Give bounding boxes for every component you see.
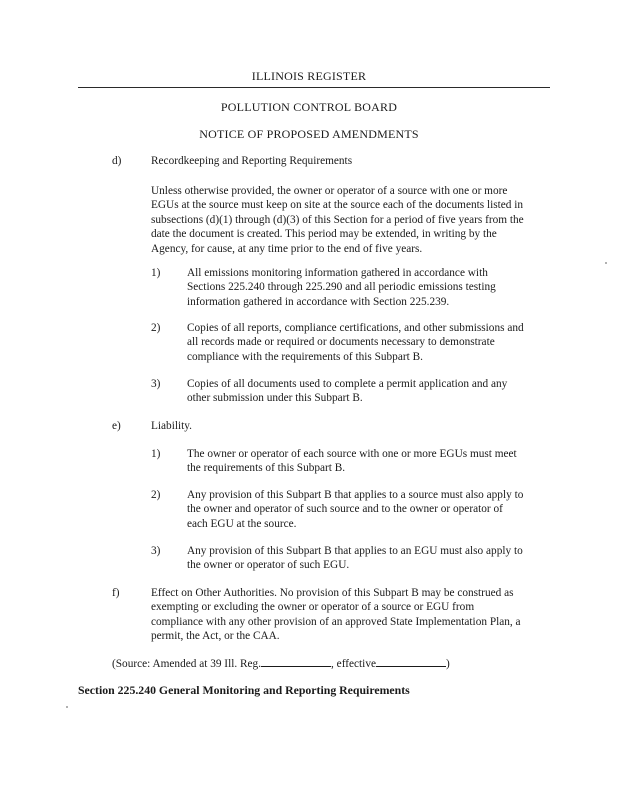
register-blank [261, 656, 331, 667]
source-note-suffix: ) [445, 658, 450, 670]
item-line: All emissions monitoring information gathered in accordance with [187, 267, 488, 279]
section-f-text [151, 586, 521, 644]
intro-line: date the document is created. This period may be extended, in writing by the [151, 228, 497, 241]
section-d-title: Recordkeeping and Reporting Requirements [151, 155, 353, 167]
section-d-label: d) [112, 155, 122, 167]
item-line: The owner or operator of each source with one or more EGUs must meet [187, 448, 517, 460]
intro-line: EGUs at the source must keep on site at the source each of the documents listed in [151, 199, 524, 212]
section-d-intro [151, 184, 524, 256]
item-d1-text [187, 266, 496, 309]
item-e2-text [187, 488, 523, 531]
source-note-middle: , effective [331, 658, 376, 670]
section-f-line: exempting or excluding the owner or operator of a source or EGU from [151, 601, 475, 614]
item-d2-label: 2) [151, 322, 161, 334]
item-line: each EGU at the source. [187, 517, 297, 530]
item-e1-text [187, 447, 517, 476]
item-e2-label: 2) [151, 489, 161, 501]
item-line: Sections 225.240 through 225.290 and all periodic emissions testing [187, 281, 496, 294]
intro-line: Unless otherwise provided, the owner or operator of a source with one or more [151, 185, 508, 197]
board-title: POLLUTION CONTROL BOARD [220, 100, 398, 114]
section-f-line: permit, the Act, or the CAA. [151, 630, 280, 643]
section-f-line: Effect on Other Authorities. No provision of this Subpart B may be construed as [151, 587, 514, 599]
intro-line: Agency, for cause, at any time prior to the end of five years. [151, 242, 423, 255]
item-e1-label: 1) [151, 448, 161, 460]
source-note-prefix: (Source: Amended at 39 Ill. Reg. [112, 658, 262, 670]
section-e-title: Liability. [151, 420, 192, 432]
item-line: Copies of all documents used to complete a permit application and any [187, 378, 508, 390]
next-section-heading: Section 225.240 General Monitoring and Reporting Requirements [78, 683, 410, 697]
section-e-label: e) [112, 420, 121, 432]
effective-date-blank [376, 656, 446, 667]
intro-line: subsections (d)(1) through (d)(3) of this Section for a period of five years from the [151, 213, 524, 226]
register-title: ILLINOIS REGISTER [251, 69, 367, 83]
item-e3-label: 3) [151, 545, 161, 557]
item-line: all records made or required or documents necessary to demonstrate [187, 336, 495, 349]
source-note [112, 656, 450, 671]
item-line: the owner or operator of such EGU. [187, 559, 350, 572]
item-line: compliance with the requirements of this Subpart B. [187, 350, 423, 363]
notice-title: NOTICE OF PROPOSED AMENDMENTS [199, 127, 419, 141]
section-f-label: f) [112, 587, 120, 599]
section-f-line: compliance with any other provision of an approved State Implementation Plan, a [151, 615, 521, 628]
scan-speck [66, 706, 68, 708]
item-line: other submission under this Subpart B. [187, 392, 363, 405]
item-line: Any provision of this Subpart B that applies to an EGU must also apply to [187, 545, 523, 557]
item-d3-label: 3) [151, 378, 161, 390]
item-d1-label: 1) [151, 267, 161, 279]
item-line: information gathered in accordance with Section 225.239. [187, 295, 450, 308]
scan-speck [605, 262, 607, 264]
item-line: Any provision of this Subpart B that applies to a source must also apply to [187, 489, 524, 501]
header-rule [78, 87, 550, 88]
item-line: the owner and operator of such source and to the owner or operator of [187, 503, 503, 516]
item-line: Copies of all reports, compliance certifications, and other submissions and [187, 322, 524, 334]
item-d2-text [187, 321, 524, 364]
item-d3-text [187, 377, 507, 406]
item-line: the requirements of this Subpart B. [187, 462, 346, 475]
item-e3-text [187, 544, 523, 573]
